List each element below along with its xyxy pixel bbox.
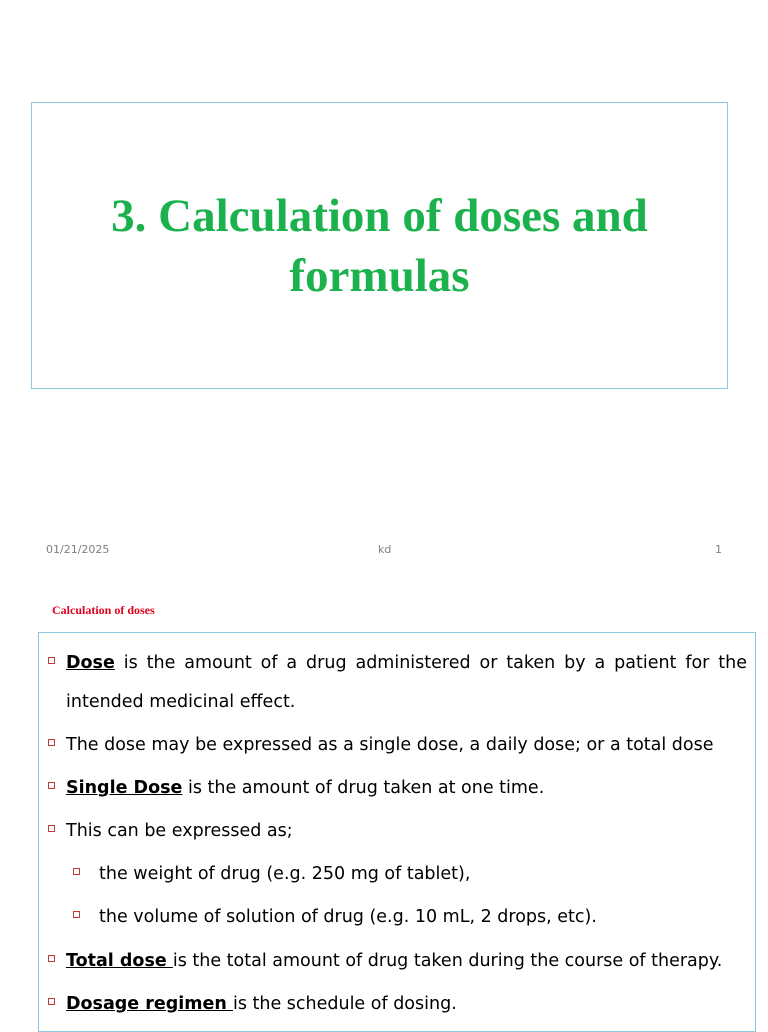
bullet-text: is the amount of drug taken at one time. — [182, 778, 545, 798]
footer-page-number: 1 — [715, 543, 722, 556]
square-bullet-icon — [48, 782, 55, 789]
content-placeholder — [38, 632, 756, 1032]
bullet-term: Single Dose — [66, 778, 183, 798]
bullet-term: Dosage regimen — [66, 994, 233, 1014]
bullet-text: This can be expressed as; — [66, 821, 293, 841]
slide-title-line-1: 3. Calculation of doses and — [111, 189, 648, 242]
sub-bullet-item-weight — [73, 855, 743, 894]
square-bullet-icon — [48, 955, 55, 962]
square-bullet-icon — [48, 739, 55, 746]
sub-bullet-item-volume — [73, 898, 743, 937]
bullet-text: is the schedule of dosing. — [232, 994, 457, 1014]
square-bullet-icon — [73, 911, 80, 918]
title-placeholder — [31, 102, 728, 389]
bullet-item-dose — [48, 644, 747, 722]
bullet-text: the volume of solution of drug (e.g. 10 mL, 2 drops, etc). — [99, 907, 597, 927]
square-bullet-icon — [48, 998, 55, 1005]
bullet-text: The dose may be expressed as a single dose, a daily dose; or a total dose — [66, 735, 714, 755]
bullet-term: Total dose — [66, 951, 173, 971]
square-bullet-icon — [73, 868, 80, 875]
slide-title — [111, 186, 648, 306]
bullet-term: Dose — [66, 653, 115, 673]
bullet-text: is the total amount of drug taken during the course of therapy. — [172, 951, 723, 971]
bullet-text: is the amount of a drug administered or taken by a patient for the intended medicinal effect. — [66, 653, 747, 712]
square-bullet-icon — [48, 825, 55, 832]
slide-title-line-2: formulas — [289, 249, 470, 302]
bullet-item-dose-expression — [48, 726, 747, 765]
bullet-item-total-dose — [48, 942, 747, 981]
bullet-item-single-dose — [48, 769, 747, 808]
section-heading: Calculation of doses — [52, 603, 155, 617]
bullet-text: the weight of drug (e.g. 250 mg of tablet), — [99, 864, 471, 884]
footer-author: kd — [378, 543, 392, 556]
bullet-item-expressed-as — [48, 812, 747, 851]
square-bullet-icon — [48, 657, 55, 664]
footer-date: 01/21/2025 — [46, 543, 110, 556]
bullet-item-dosage-regimen — [48, 985, 747, 1024]
